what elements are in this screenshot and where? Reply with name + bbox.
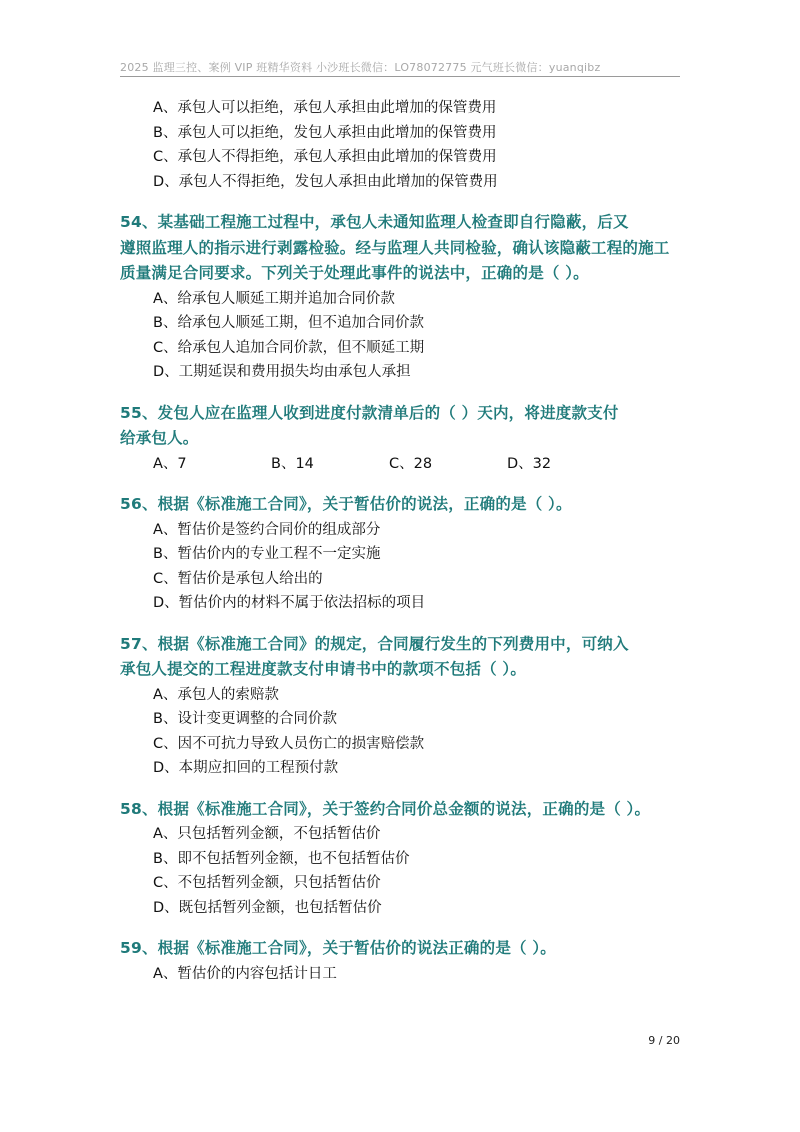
question-58 [120,797,682,921]
page-header: 2025 监理三控、案例 VIP 班精华资料 小沙班长微信：LO78072775 元气班长微信：yuanqibz [120,61,601,74]
option-d: D、32 [507,455,552,472]
option-c: C、暂估价是承包人给出的 [153,570,323,587]
option-b: B、即不包括暂列金额，也不包括暂估价 [153,850,410,867]
option-c: C、承包人不得拒绝，承包人承担由此增加的保管费用 [153,149,497,165]
option-c: C、给承包人追加合同价款，但不顺延工期 [153,339,425,356]
option-c: C、因不可抗力导致人员伤亡的损害赔偿款 [153,735,425,752]
option-a: A、暂估价是签约合同价的组成部分 [153,521,381,538]
option-d: D、承包人不得拒绝，发包人承担由此增加的保管费用 [153,173,498,190]
option-d: D、暂估价内的材料不属于依法招标的项目 [153,595,426,611]
question-54-stem [120,210,682,287]
option-d: D、既包括暂列金额，也包括暂估价 [153,899,382,916]
question-line: 给承包人。 [120,429,199,447]
option-b: B、给承包人顺延工期，但不追加合同价款 [153,315,424,331]
option-a: A、暂估价的内容包括计日工 [153,965,337,982]
question-55-stem [120,401,682,452]
question-line: 58、根据《标准施工合同》，关于签约合同价总金额的说法，正确的是（ ）。 [120,799,651,818]
inline-options [120,452,682,477]
question-57 [120,632,682,781]
option-d: D、工期延误和费用损失均由承包人承担 [153,364,411,380]
question-58-stem [120,797,682,823]
option-a: A、给承包人顺延工期并追加合同价款 [153,290,395,307]
question-line: 57、根据《标准施工合同》的规定，合同履行发生的下列费用中，可纳入 [120,634,629,653]
option-b: B、暂估价内的专业工程不一定实施 [153,546,381,562]
question-line: 55、发包人应在监理人收到进度付款清单后的（ ）天内，将进度款支付 [120,403,619,422]
option-a: A、7 [153,455,187,472]
question-line: 56、根据《标准施工合同》，关于暂估价的说法，正确的是（ ）。 [120,495,572,513]
option-b: B、承包人可以拒绝，发包人承担由此增加的保管费用 [153,124,497,141]
question-56-stem [120,492,682,518]
option-b: B、设计变更调整的合同价款 [153,711,337,727]
question-59 [120,936,682,986]
prev-question-options [120,96,682,194]
question-line: 59、根据《标准施工合同》，关于暂估价的说法正确的是（ ）。 [120,939,556,957]
option-c: C、不包括暂列金额，只包括暂估价 [153,875,381,891]
question-line: 54、某基础工程施工过程中，承包人未通知监理人检查即自行隐蔽，后又 [120,213,629,231]
question-56 [120,492,682,616]
question-55 [120,401,682,477]
option-d: D、本期应扣回的工程预付款 [153,760,339,776]
question-line: 质量满足合同要求。下列关于处理此事件的说法中，正确的是（ ）。 [120,264,589,282]
header-divider [120,76,680,77]
option-a: A、只包括暂列金额，不包括暂估价 [153,826,381,842]
question-57-stem [120,632,682,683]
option-b: B、14 [271,455,314,472]
question-59-stem [120,936,682,962]
question-54 [120,210,682,385]
page-number: 9 / 20 [648,1034,680,1047]
question-line: 承包人提交的工程进度款支付申请书中的款项不包括（ ）。 [120,660,527,678]
question-line: 遵照监理人的指示进行剥露检验。经与监理人共同检验，确认该隐蔽工程的施工 [120,238,670,257]
option-c: C、28 [389,455,433,472]
page-content [120,96,682,986]
option-a: A、承包人可以拒绝，承包人承担由此增加的保管费用 [153,100,497,116]
option-a: A、承包人的索赔款 [153,686,279,703]
